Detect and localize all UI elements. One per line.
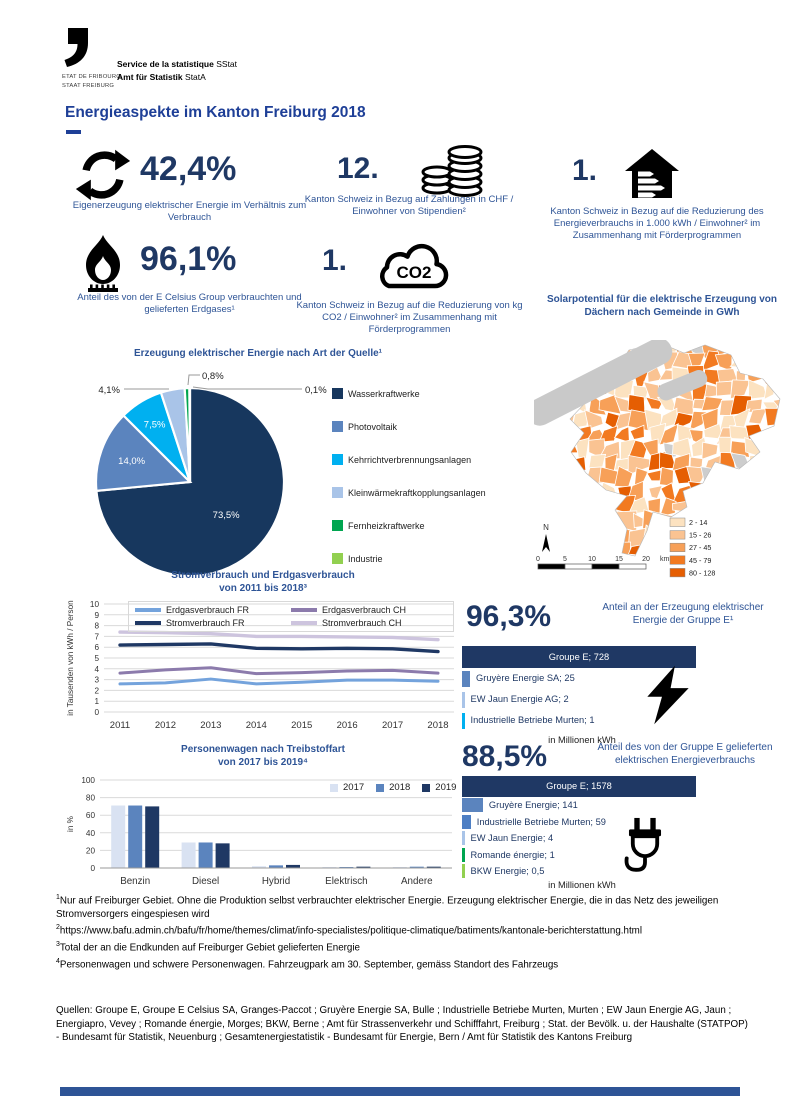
x-category-label: Andere — [401, 876, 433, 887]
map-cell — [749, 517, 767, 531]
pie-slice-label: 4,1% — [98, 385, 120, 396]
map-cell — [589, 532, 604, 541]
y-tick-label: 2 — [94, 686, 99, 696]
map-cell — [563, 459, 572, 468]
stat-co2-caption: Kanton Schweiz in Bezug auf die Reduzierung von kg CO2 / Einwohner² im Zusammenhang mit Förderprogrammen — [296, 300, 523, 336]
map-cell — [766, 355, 776, 371]
legend-label: Industrie — [348, 553, 383, 564]
pie-slice-label: 14,0% — [118, 455, 146, 467]
x-category-label: Elektrisch — [325, 876, 368, 887]
map-cell — [744, 540, 767, 560]
legend-item — [291, 605, 447, 615]
map-cell — [717, 510, 738, 533]
map-cell — [777, 541, 790, 559]
map-cell — [573, 350, 590, 369]
map-cell — [572, 340, 591, 356]
legend-item — [332, 520, 486, 531]
stat-co2-value: 1. — [322, 244, 348, 277]
map-cell — [759, 499, 781, 514]
pie-legend — [332, 388, 486, 586]
map-cell — [775, 367, 794, 387]
x-category-label: Hybrid — [261, 876, 291, 887]
hbar-label: EW Jaun Energie AG; 2 — [470, 694, 569, 705]
map-legend-swatch — [670, 518, 685, 527]
bar — [216, 843, 230, 868]
map-cell — [777, 429, 792, 444]
y-tick-label: 0 — [90, 864, 95, 873]
y-tick-label: 4 — [94, 664, 99, 674]
map-cell — [556, 423, 572, 444]
map-cell — [778, 559, 794, 569]
service-abbr-de: StatA — [185, 72, 206, 83]
map-cell — [779, 437, 792, 457]
legend-label: Kehrrichtverbrennungsanlagen — [348, 454, 472, 465]
map-cell — [586, 340, 608, 359]
x-category-label: Diesel — [191, 876, 220, 887]
map-cell — [775, 495, 794, 512]
map-cell — [573, 485, 593, 503]
footnote-marker: 4 — [56, 957, 60, 965]
hbar-row: Groupe E; 1578 — [462, 776, 696, 797]
scale-bar-segment — [592, 564, 619, 569]
legend-item — [332, 388, 486, 399]
scale-unit-label: km — [660, 556, 670, 563]
hbar-bar — [462, 713, 465, 729]
legend-label: 2019 — [435, 782, 457, 793]
legend-label: Kleinwärmekraftkopplungsanlagen — [348, 487, 486, 498]
page-title: Energieaspekte im Kanton Freiburg 2018 — [65, 104, 366, 121]
legend-label: Stromverbrauch FR — [166, 618, 245, 628]
map-cell — [731, 471, 752, 487]
map-cell — [718, 498, 737, 514]
map-cell — [765, 512, 780, 529]
x-tick-label: 2013 — [200, 720, 222, 731]
footnote-marker: 2 — [56, 924, 60, 932]
footer-bar — [60, 1087, 740, 1096]
legend-label: Wasserkraftwerke — [348, 388, 420, 399]
legend-label: Erdgasverbrauch FR — [166, 605, 250, 615]
legend-swatch — [332, 553, 343, 564]
y-axis-label: in Tausenden von kWh / Person — [66, 600, 75, 716]
legend-label: Erdgasverbrauch CH — [322, 605, 407, 615]
y-tick-label: 20 — [85, 846, 95, 856]
scale-tick-label: 5 — [563, 556, 567, 563]
hbar2-unit-note: in Millionen kWh — [548, 880, 616, 890]
legend-label: 2018 — [389, 782, 411, 793]
line-chart-title: Stromverbrauch und Erdgasverbrauch von 2011 bis 2018³ — [171, 570, 355, 594]
service-name-de: Amt für Statistik — [117, 72, 183, 83]
line-chart-legend — [128, 601, 454, 632]
legend-swatch — [291, 621, 317, 625]
north-arrow-label: N — [543, 523, 549, 532]
footnote-marker: 1 — [56, 894, 60, 901]
hbar1-caption: Anteil an der Erzeugung elektrischer Energie der Gruppe E¹ — [602, 602, 764, 626]
line-series — [120, 644, 438, 652]
x-tick-label: 2014 — [245, 720, 267, 731]
bar — [111, 806, 125, 868]
pie-slice-label: 73,5% — [212, 509, 240, 521]
map-cell — [749, 471, 766, 488]
y-tick-label: 8 — [94, 621, 99, 631]
map-cell — [761, 466, 781, 488]
map-legend-label: 45 - 79 — [689, 555, 712, 565]
footnote — [56, 957, 752, 972]
map-cell — [599, 526, 618, 547]
map-cell — [571, 510, 591, 533]
y-tick-label: 5 — [94, 654, 99, 663]
fribourg-logo-icon — [62, 26, 92, 70]
scale-tick-label: 10 — [588, 556, 596, 563]
map-cell — [572, 457, 586, 471]
legend-label: Photovoltaik — [348, 421, 398, 432]
map-cell — [628, 528, 651, 547]
map-cell — [731, 527, 748, 547]
y-tick-label: 60 — [85, 811, 95, 821]
hbar-bar — [462, 864, 465, 878]
hbar-label: Gruyère Energie SA; 25 — [476, 673, 575, 684]
y-tick-label: 40 — [85, 828, 95, 838]
map-cell — [559, 541, 579, 556]
pie-slice-label: 7,5% — [143, 419, 166, 431]
legend-label: 2017 — [343, 782, 365, 793]
co2-cloud-icon — [366, 238, 458, 296]
hbar-bar — [462, 798, 483, 812]
map-cell — [717, 474, 739, 485]
footnote — [56, 923, 752, 938]
y-axis-label: in % — [66, 816, 75, 832]
map-cell — [557, 529, 577, 542]
north-arrow-icon — [542, 534, 550, 552]
map-cell — [774, 529, 797, 546]
hbar-bar — [462, 815, 471, 829]
plug-icon — [616, 816, 674, 884]
map-cell — [765, 408, 781, 426]
pie-slice-label: 0,8% — [202, 371, 224, 382]
recycle-arrows-icon — [74, 146, 132, 204]
y-tick-label: 7 — [94, 632, 99, 642]
bar — [199, 842, 213, 868]
service-abbr-fr: SStat — [216, 59, 238, 69]
hbar1-headline: 96,3% — [466, 600, 552, 633]
legend-item — [422, 782, 456, 793]
bar-chart-legend — [330, 782, 456, 793]
map-title: Solarpotential für die elektrische Erzeugung von Dächern nach Gemeinde in GWh — [546, 294, 778, 318]
y-tick-label: 3 — [94, 675, 99, 685]
y-tick-label: 100 — [81, 776, 95, 785]
scale-bar-segment — [565, 564, 592, 569]
line-series — [120, 632, 438, 640]
map-cell — [556, 438, 578, 454]
hbar-label: Industrielle Betriebe Murten; 59 — [476, 816, 606, 827]
map-cell — [556, 353, 572, 372]
scale-bar-segment — [538, 564, 565, 569]
map-cell — [573, 496, 589, 516]
x-tick-label: 2016 — [336, 720, 358, 731]
hbar-bar — [462, 692, 465, 708]
map-cell — [701, 467, 724, 486]
map-cell — [730, 343, 746, 350]
footnote-text: Nur auf Freiburger Gebiet. Ohne die Produktion selbst verbrauchter elektrischer Energie. Erzeugung elektrischer Energie, die in das Netz des jeweiligen Stromversorgers eingespiesen wird — [56, 895, 719, 920]
map-cell — [746, 553, 764, 576]
legend-swatch — [376, 784, 384, 792]
map-cell — [720, 544, 734, 560]
footnote — [56, 893, 752, 921]
map-cell — [731, 486, 751, 503]
legend-swatch — [135, 621, 161, 625]
stat-stipendien-value: 12. — [337, 152, 379, 185]
map-cell — [764, 429, 782, 439]
map-cell — [586, 485, 605, 501]
y-tick-label: 9 — [94, 610, 99, 620]
map-cell — [776, 482, 796, 497]
map-cell — [717, 556, 737, 574]
map-legend-label: 2 - 14 — [689, 518, 708, 527]
footnote-text: Personenwagen und schwere Personenwagen. Fahrzeugpark am 30. September, gemäss Standort des Fahrzeugs — [59, 959, 559, 971]
map-cell — [731, 511, 751, 528]
stat-erdgas-value: 96,1% — [140, 240, 237, 278]
map-cell — [705, 497, 717, 518]
pie-slice-label: 0,1% — [305, 385, 327, 396]
legend-swatch — [332, 487, 343, 498]
map-cell — [688, 496, 707, 513]
pie-slice — [189, 388, 190, 482]
x-tick-label: 2018 — [427, 720, 449, 731]
map-legend-swatch — [670, 531, 685, 540]
map-cell — [720, 528, 737, 543]
bar — [145, 806, 159, 868]
map-cell — [746, 529, 767, 546]
legend-label: Fernheizkraftwerke — [348, 520, 425, 531]
stat-eigenerzeugung-value: 42,4% — [140, 150, 237, 188]
map-cell — [570, 531, 593, 545]
footnote-text: https://www.bafu.admin.ch/bafu/fr/home/themes/climat/info-specialistes/politique-climatique/batiments/kantonale-berichterstattung.html — [59, 925, 643, 937]
map-cell — [556, 340, 574, 358]
map-cell — [557, 484, 577, 502]
map-cell — [734, 540, 750, 562]
map-legend-label: 80 - 128 — [689, 568, 716, 578]
map-cell — [759, 539, 777, 558]
map-cell — [715, 353, 732, 371]
legend-swatch — [330, 784, 338, 792]
stat-eigenerzeugung-caption: Eigenerzeugung elektrischer Energie im Verhältnis zum Verbrauch — [72, 200, 307, 224]
scale-tick-label: 0 — [536, 556, 540, 563]
map-cell — [633, 513, 643, 528]
map-cell — [730, 553, 750, 575]
map-cell — [749, 455, 762, 471]
y-tick-label: 0 — [94, 708, 99, 717]
hbar-label: Industrielle Betriebe Murten; 1 — [470, 715, 595, 726]
solar-potential-map — [534, 340, 796, 590]
map-cell — [557, 514, 579, 525]
map-cell — [649, 486, 662, 499]
map-legend-label: 27 - 45 — [689, 543, 712, 553]
pie-label-leader — [193, 387, 302, 389]
map-cell — [759, 484, 781, 498]
y-tick-label: 10 — [89, 600, 99, 609]
map-cell — [588, 501, 601, 517]
y-tick-label: 6 — [94, 643, 99, 653]
map-cell — [759, 530, 780, 547]
map-cell — [761, 340, 781, 351]
hbar-row — [462, 797, 696, 814]
map-cell — [745, 353, 767, 373]
map-cell — [762, 454, 778, 475]
map-cell — [716, 381, 732, 396]
coins-icon — [420, 144, 484, 198]
map-cell — [777, 457, 792, 471]
map-cell — [561, 496, 574, 515]
map-cell — [716, 483, 738, 504]
x-category-label: Benzin — [120, 876, 151, 887]
map-cell — [643, 525, 666, 546]
map-legend-swatch — [670, 543, 685, 552]
bar — [182, 842, 196, 868]
hbar-label: EW Jaun Energie; 4 — [470, 833, 554, 843]
sources-text: Quellen: Groupe E, Groupe E Celsius SA, Granges-Paccot ; Gruyère Energie SA, Bulle ; Industrielle Betriebe Murten, Murten ; EW Jaun Energie AG, Jaun ; Energiapro, Vevey ; Romande énergie, Morges; BKW, Berne ; Amt für Strassenverkehr und Schifffahrt, Freiburg ; Stat. der Bevölk. u. der Haushalte (STATPOP) - Bundesamt für Statistik, Neuenburg ; Gesamtenergiestatistik - Bundesamt für Energie, Bern / Amt für Statistik des Kantons Freiburg — [56, 1005, 748, 1044]
map-cell — [780, 382, 796, 402]
bar — [128, 806, 142, 868]
bar-chart-title: Personenwagen nach Treibstoffart von 2017 bis 2019⁴ — [181, 744, 345, 768]
map-cell — [747, 501, 766, 513]
hbar-label: Gruyère Energie; 141 — [488, 800, 578, 810]
legend-label: Stromverbrauch CH — [322, 618, 402, 628]
map-cell — [689, 482, 709, 499]
scale-tick-label: 15 — [615, 556, 623, 563]
hbar-bar — [462, 848, 465, 862]
service-name-fr: Service de la statistique — [117, 59, 214, 69]
map-cell — [780, 513, 791, 533]
legend-swatch — [332, 520, 343, 531]
legend-item — [135, 618, 291, 628]
map-legend-swatch — [670, 568, 685, 577]
scale-tick-label: 20 — [642, 556, 650, 563]
legend-item — [332, 421, 486, 432]
legend-item — [330, 782, 364, 793]
pie-label-leader — [188, 375, 200, 385]
hbar-label: BKW Energie; 0,5 — [470, 866, 545, 876]
y-tick-label: 1 — [94, 697, 99, 707]
canton-name — [62, 73, 121, 90]
map-cell — [673, 485, 693, 504]
x-tick-label: 2017 — [382, 720, 404, 731]
map-cell — [777, 410, 795, 431]
legend-swatch — [291, 608, 317, 612]
footnote-text: Total der an die Endkunden auf Freiburger Gebiet gelieferten Energie — [59, 942, 360, 954]
map-cell — [648, 498, 661, 513]
y-tick-label: 80 — [85, 793, 95, 803]
map-cell — [760, 439, 782, 461]
map-legend-label: 15 - 26 — [689, 530, 712, 540]
hbar2-caption: Anteil des von der Gruppe E gelieferten elektrischen Energieverbrauchs — [597, 742, 773, 766]
legend-item — [376, 782, 410, 793]
map-cell — [576, 438, 589, 458]
stat-stipendien-caption: Kanton Schweiz in Bezug auf Zahlungen in CHF / Einwohner von Stipendien² — [304, 194, 514, 218]
map-cell — [557, 468, 575, 488]
house-energy-icon — [624, 148, 680, 200]
title-dash — [66, 130, 81, 134]
canton-name-fr: ETAT DE FRIBOURG — [62, 74, 121, 80]
map-cell — [702, 442, 718, 459]
hbar-bar — [462, 671, 470, 687]
stat-energiereduktion-caption: Kanton Schweiz in Bezug auf die Reduzierung des Energieverbrauchs in 1.000 kWh / Einwohner² im Zusammenhang mit Förderprogrammen — [550, 206, 764, 242]
legend-item — [332, 454, 486, 465]
legend-swatch — [135, 608, 161, 612]
map-cell — [737, 499, 752, 517]
legend-item — [332, 487, 486, 498]
legend-item — [291, 618, 447, 628]
footnote — [56, 940, 752, 955]
legend-item — [332, 553, 486, 564]
gas-flame-icon — [80, 234, 126, 294]
legend-item — [135, 605, 291, 615]
stat-energiereduktion-value: 1. — [572, 154, 598, 187]
legend-swatch — [422, 784, 430, 792]
stat-erdgas-caption: Anteil des von der E Celsius Group verbrauchten und gelieferten Erdgases¹ — [77, 292, 302, 316]
map-cell — [647, 470, 661, 481]
map-cell — [702, 483, 722, 499]
x-tick-label: 2015 — [291, 720, 313, 731]
map-cell — [764, 557, 779, 576]
map-cell — [748, 340, 759, 353]
office-name — [117, 58, 237, 84]
map-legend-swatch — [670, 556, 685, 565]
map-cell — [774, 340, 794, 354]
svg-text:CO2: CO2 — [396, 263, 432, 282]
footnotes — [56, 893, 752, 974]
hbar1-unit-note: in Millionen kWh — [548, 735, 616, 745]
map-cell — [601, 340, 619, 354]
canton-name-de: STAAT FREIBURG — [62, 82, 115, 89]
footnote-marker: 3 — [56, 941, 60, 949]
x-tick-label: 2012 — [154, 720, 176, 731]
lightning-icon — [642, 664, 694, 726]
x-tick-label: 2011 — [109, 720, 131, 731]
scale-bar-segment — [619, 564, 646, 569]
map-cell — [774, 466, 794, 488]
map-cell — [702, 397, 723, 411]
legend-swatch — [332, 388, 343, 399]
hbar-bar — [462, 831, 465, 845]
legend-swatch — [332, 421, 343, 432]
map-cell — [746, 483, 762, 501]
map-cell — [776, 351, 793, 372]
hbar2-headline: 88,5% — [462, 740, 548, 773]
map-cell — [586, 513, 604, 530]
map-cell — [705, 512, 721, 528]
hbar-label: Romande énergie; 1 — [470, 849, 555, 860]
energy-source-pie-chart — [62, 362, 372, 576]
hbar-row: Groupe E; 728 — [462, 646, 696, 668]
pie-title: Erzeugung elektrischer Energie nach Art der Quelle¹ — [133, 348, 383, 359]
legend-swatch — [332, 454, 343, 465]
